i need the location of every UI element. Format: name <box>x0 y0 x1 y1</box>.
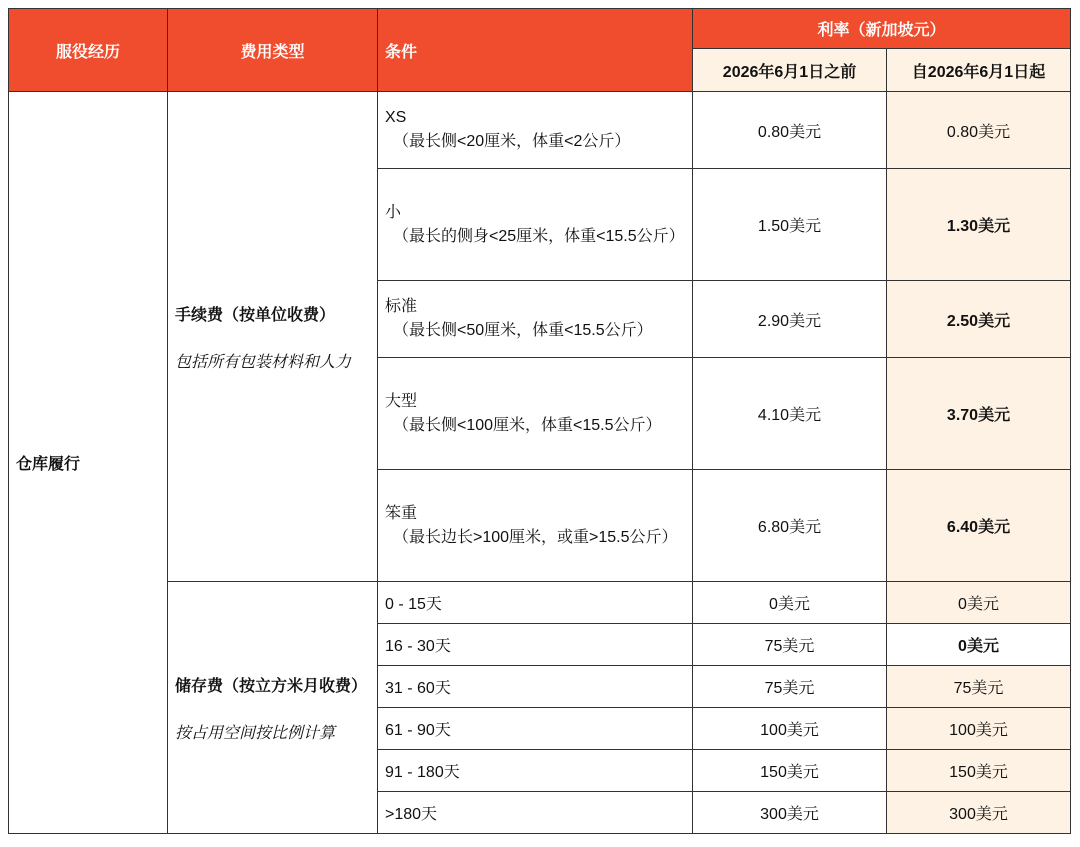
condition-dims: （最长侧<50厘米，体重<15.5公斤） <box>393 322 653 339</box>
storage-fee-cell <box>168 582 378 834</box>
condition-name: 0 - 15天 <box>378 582 693 624</box>
header-condition: 条件 <box>378 9 693 92</box>
rate-after: 6.40美元 <box>887 470 1071 582</box>
rate-before: 100美元 <box>693 708 887 750</box>
header-after: 自2026年6月1日起 <box>887 49 1071 92</box>
rate-after: 2.50美元 <box>887 281 1071 358</box>
rate-before: 75美元 <box>693 666 887 708</box>
header-fee-type: 费用类型 <box>168 9 378 92</box>
rate-before: 75美元 <box>693 624 887 666</box>
rate-before: 6.80美元 <box>693 470 887 582</box>
rate-before: 0.80美元 <box>693 92 887 169</box>
handling-fee-note: 包括所有包装材料和人力 <box>175 353 352 371</box>
condition-dims: （最长侧<100厘米，体重<15.5公斤） <box>393 416 662 434</box>
rate-after: 75美元 <box>887 666 1071 708</box>
rate-after: 150美元 <box>887 750 1071 792</box>
rate-after: 300美元 <box>887 792 1071 834</box>
condition-cell <box>378 470 693 582</box>
condition-name: 31 - 60天 <box>378 666 693 708</box>
condition-cell <box>378 92 693 169</box>
fee-table <box>8 8 1071 834</box>
rate-after: 0.80美元 <box>887 92 1071 169</box>
handling-fee-cell <box>168 92 378 582</box>
condition-name: 61 - 90天 <box>378 708 693 750</box>
header-before: 2026年6月1日之前 <box>693 49 887 92</box>
condition-dims: （最长边长>100厘米，或重>15.5公斤） <box>393 528 678 546</box>
condition-name: >180天 <box>378 792 693 834</box>
storage-fee-title: 储存费（按立方米月收费） <box>175 677 368 695</box>
storage-fee-note: 按占用空间按比例计算 <box>175 724 336 742</box>
rate-before: 1.50美元 <box>693 169 887 281</box>
condition-name: 16 - 30天 <box>378 624 693 666</box>
rate-after: 0美元 <box>887 624 1071 666</box>
rate-before: 0美元 <box>693 582 887 624</box>
header-service: 服役经历 <box>9 9 168 92</box>
header-rate: 利率（新加坡元） <box>693 9 1071 49</box>
rate-after: 3.70美元 <box>887 358 1071 470</box>
rate-after: 100美元 <box>887 708 1071 750</box>
condition-dims: （最长侧<20厘米，体重<2公斤） <box>393 133 631 150</box>
rate-before: 2.90美元 <box>693 281 887 358</box>
handling-fee-title: 手续费（按单位收费） <box>175 306 336 324</box>
condition-name: 笨重 <box>385 504 418 522</box>
condition-name: 大型 <box>385 392 418 410</box>
condition-name: XS <box>385 109 407 126</box>
rate-after: 0美元 <box>887 582 1071 624</box>
rate-before: 300美元 <box>693 792 887 834</box>
condition-name: 91 - 180天 <box>378 750 693 792</box>
rate-before: 4.10美元 <box>693 358 887 470</box>
condition-name: 小 <box>385 203 402 221</box>
condition-cell <box>378 169 693 281</box>
rate-before: 150美元 <box>693 750 887 792</box>
rate-after: 1.30美元 <box>887 169 1071 281</box>
condition-cell <box>378 281 693 358</box>
condition-cell <box>378 358 693 470</box>
condition-name: 标准 <box>385 298 418 315</box>
service-cell: 仓库履行 <box>9 92 168 834</box>
condition-dims: （最长的侧身<25厘米，体重<15.5公斤） <box>393 227 685 245</box>
